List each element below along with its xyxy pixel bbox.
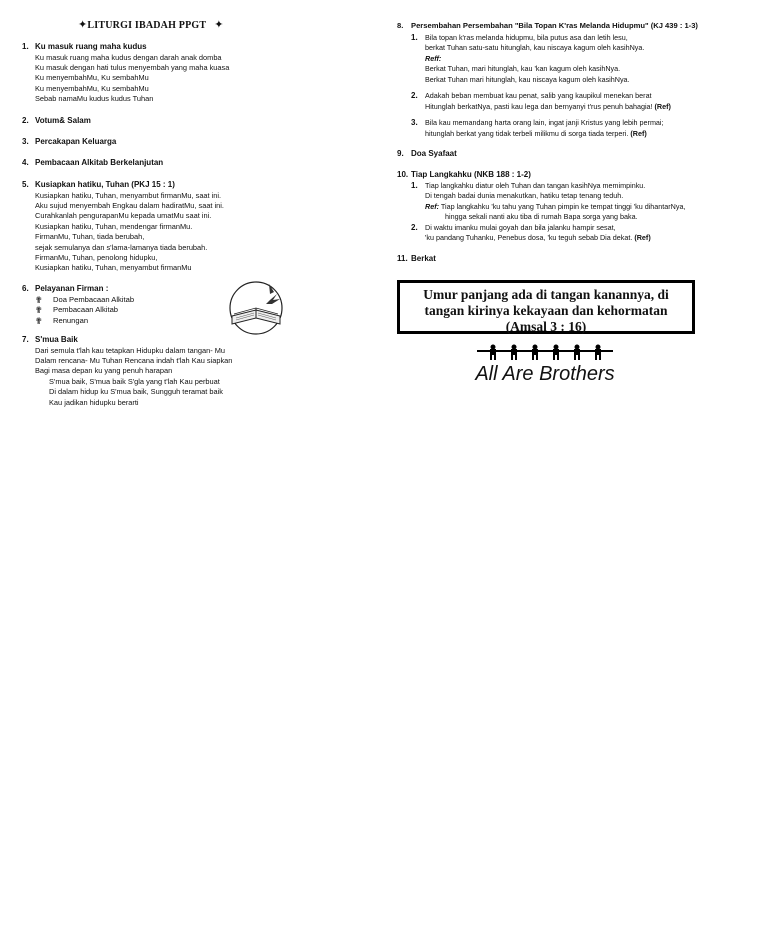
lyric-line: Berkat Tuhan, mari hitunglah, kau 'kan kagum oleh kasihNya.	[425, 64, 621, 73]
verse-number: 3.	[411, 118, 418, 127]
quote-reference: (Amsal 3 : 16)	[505, 319, 587, 334]
refrain-marker: (Ref)	[634, 233, 651, 242]
section-number: 10.	[397, 170, 409, 179]
all-are-brothers-logo	[470, 344, 620, 386]
section-number: 11.	[397, 254, 408, 263]
list-item	[22, 305, 134, 316]
section-5-lines	[22, 191, 224, 274]
section-number: 5.	[22, 180, 29, 189]
lyric-line: Bila kau memandang harta orang lain, ingat janji Kristus yang lebih permai;	[425, 118, 664, 127]
lyric-line: hingga sekali nanti aku tiba di rumah Bapa sorga yang baka.	[445, 212, 638, 221]
lyric-line: S'mua baik, S'mua baik S'gla yang t'lah Kau perbuat	[49, 376, 220, 386]
section-number: 1.	[22, 42, 29, 51]
section-3	[22, 137, 116, 148]
lyric-line: Di dalam hidup ku S'mua baik, Sungguh teramat baik	[49, 387, 223, 397]
logo-text: All Are Brothers	[475, 363, 615, 385]
lyric-line: Dalam rencana- Mu Tuhan Rencana indah t'lah Kau siapkan	[35, 355, 233, 365]
list-item	[22, 295, 134, 306]
section-6	[22, 284, 134, 326]
lyric-line: sejak semulanya dan s'lama-lamanya tiada berubah.	[35, 242, 208, 252]
lyric-line: Sebab namaMu kudus kudus Tuhan	[35, 94, 154, 104]
lyric-line: hitunglah berkat yang tidak terbeli milikmu di sorga tiada terperi.	[425, 128, 629, 138]
section-heading: Ku masuk ruang maha kudus	[35, 42, 147, 51]
section-number: 9.	[397, 149, 404, 158]
verse-1	[411, 33, 727, 86]
lyric-line: Aku sujud menyembah Engkau dalam hadiratMu, saat ini.	[35, 200, 224, 210]
verse-number: 1.	[411, 180, 418, 190]
quote-line: Umur panjang ada di tangan kanannya, di	[423, 287, 669, 302]
section-2	[22, 116, 91, 127]
section-7	[22, 335, 232, 408]
refrain-marker: (Ref)	[630, 128, 647, 138]
lyric-line: berkat Tuhan satu-satu hitunglah, kau niscaya kagum oleh kasihNya.	[425, 43, 645, 52]
section-heading: Percakapan Keluarga	[35, 137, 117, 146]
refrain-marker: (Ref)	[654, 101, 671, 111]
verse-number: 2.	[411, 91, 418, 100]
title-ornament-right: ✦	[214, 19, 224, 31]
lyric-line: Kau jadikan hidupku berarti	[49, 397, 139, 407]
lyric-line: Curahkanlah pengurapanMu kepada umatMu saat ini.	[35, 211, 212, 221]
lyric-line: Ku menyembahMu, Ku sembahMu	[35, 83, 149, 93]
lyric-line: FirmanMu, Tuhan, penolong hidupku,	[35, 252, 158, 262]
section-number: 6.	[22, 284, 29, 293]
document-title	[78, 18, 224, 31]
section-heading: Kusiapkan hatiku, Tuhan (PKJ 15 : 1)	[35, 180, 175, 189]
verse-number: 2.	[411, 222, 418, 232]
section-9	[397, 149, 457, 160]
list-item-label: Doa Pembacaan Alkitab	[53, 294, 135, 304]
cross-icon: ✟	[35, 294, 43, 305]
lyric-line: Bila topan k'ras melanda hidupmu, bila putus asa dan letih lesu,	[425, 32, 628, 42]
section-heading: Berkat	[411, 254, 436, 263]
section-heading: Doa Syafaat	[411, 149, 457, 158]
scripture-quote-box	[397, 280, 695, 334]
title-ornament-left: ✦	[78, 19, 88, 31]
people-chain-icon	[475, 344, 615, 360]
refrain-label: Reff:	[425, 53, 442, 63]
lyric-line: Adakah beban membuat kau penat, salib yang kaupikul menekan berat	[425, 91, 652, 100]
section-number: 4.	[22, 158, 29, 167]
section-number: 3.	[22, 137, 29, 146]
verse-2	[411, 91, 727, 112]
verse-1	[411, 181, 727, 223]
section-10	[397, 170, 727, 244]
section-8	[397, 21, 727, 139]
section-7-lines	[22, 346, 232, 408]
section-heading: S'mua Baik	[35, 335, 78, 344]
list-item	[22, 316, 134, 327]
section-11	[397, 254, 436, 265]
lyric-line: FirmanMu, Tuhan, tiada berubah,	[35, 232, 145, 242]
lyric-line: Dari semula t'lah kau tetapkan Hidupku dalam tangan- Mu	[35, 345, 225, 355]
section-heading: Persembahan Persembahan "Bila Topan K'ras Melanda Hidupmu" (KJ 439 : 1-3)	[411, 21, 698, 30]
lyric-line: Di waktu imanku mulai goyah dan bila jalanku hampir sesat,	[425, 222, 616, 232]
section-1	[22, 42, 229, 105]
section-5	[22, 180, 224, 274]
lyric-line: Ku menyembahMu, Ku sembahMu	[35, 73, 149, 83]
lyric-line: Hitunglah berkatNya, pasti kau lega dan bernyanyi t'rus penuh bahagia!	[425, 101, 653, 111]
lyric-line: Ku masuk dengan hati tulus menyembah yang maha kuasa	[35, 62, 230, 72]
section-4	[22, 158, 163, 169]
section-number: 8.	[397, 21, 404, 30]
section-1-lines	[22, 53, 229, 105]
bible-dove-icon	[222, 280, 290, 336]
lyric-line: 'ku pandang Tuhanku, Penebus dosa, 'ku teguh sebab Dia dekat.	[425, 233, 633, 242]
lyric-line: Kusiapkan hatiku, Tuhan, mendengar firmanMu.	[35, 221, 193, 231]
section-heading: Pelayanan Firman :	[35, 284, 109, 293]
list-item-label: Pembacaan Alkitab	[53, 305, 119, 314]
cross-icon: ✟	[35, 305, 43, 315]
verse-2	[411, 223, 727, 244]
section-heading: Votum& Salam	[35, 116, 91, 125]
lyric-line: Tiap langkahku 'ku tahu yang Tuhan pimpin ke tempat tinggi 'ku dihantarNya,	[440, 201, 686, 211]
cross-icon: ✟	[35, 315, 43, 326]
list-item-label: Renungan	[53, 315, 89, 325]
lyric-line: Kusiapkan hatiku, Tuhan, menyambut firmanMu, saat ini.	[35, 190, 222, 200]
section-heading: Pembacaan Alkitab Berkelanjutan	[35, 158, 164, 167]
lyric-line: Di tengah badai dunia menakutkan, hatiku tetap tenang teduh.	[425, 191, 624, 200]
quote-line: tangan kirinya kekayaan dan kehormatan	[424, 303, 668, 318]
title-text: LITURGI IBADAH PPGT	[87, 20, 207, 31]
lyric-line: Berkat Tuhan mari hitunglah, kau niscaya kagum oleh kasihNya.	[425, 74, 630, 84]
lyric-line: Tiap langkahku diatur oleh Tuhan dan tangan kasihNya memimpinku.	[425, 180, 646, 190]
verse-3	[411, 118, 727, 139]
section-number: 2.	[22, 116, 29, 125]
lyric-line: Kusiapkan hatiku, Tuhan, menyambut firmanMu	[35, 263, 192, 273]
section-number: 7.	[22, 335, 29, 344]
lyric-line: Bagi masa depan ku yang penuh harapan	[35, 366, 173, 376]
verse-number: 1.	[411, 32, 418, 42]
lyric-line: Ku masuk ruang maha kudus dengan darah anak domba	[35, 52, 222, 62]
section-heading: Tiap Langkahku (NKB 188 : 1-2)	[411, 170, 531, 179]
refrain-label: Ref:	[425, 201, 439, 211]
